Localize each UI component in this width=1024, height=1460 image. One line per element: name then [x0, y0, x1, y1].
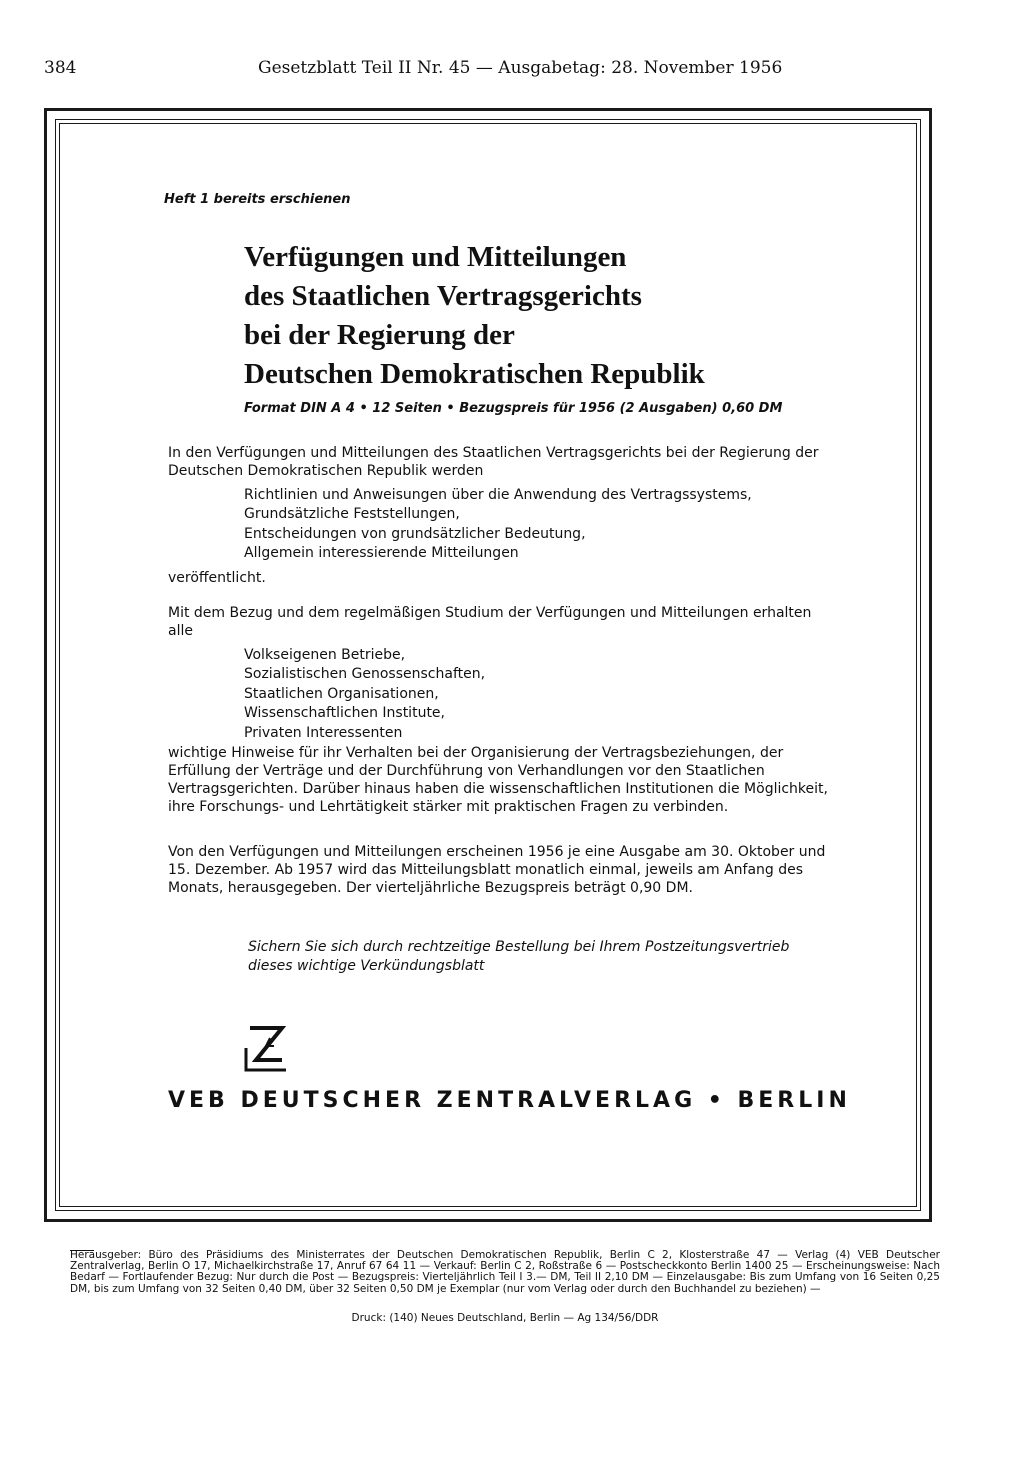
paragraph-benefits: wichtige Hinweise für ihr Verhalten bei der Organisierung der Vertragsbeziehungen, der Erfüllung der Verträge und der Durchführung von Verhandlungen vor den Staatlichen Vertragsgerichten. Darüber hinaus haben die wissenschaftlichen Institutionen die Möglichkeit, ihre Forschungs- und Lehrtätigkeit stärker mit praktischen Fragen zu verbinden. — [168, 745, 828, 815]
publisher-name: VEB DEUTSCHER ZENTRALVERLAG • BERLIN — [168, 1088, 851, 1113]
title-line: Deutschen Demokratischen Republik — [244, 358, 705, 390]
list-item: Sozialistischen Genossenschaften, — [244, 666, 486, 683]
list-item: Richtlinien und Anweisungen über die Anwendung des Vertragssystems, — [244, 487, 752, 503]
list-item: Volkseigenen Betriebe, — [244, 647, 406, 663]
list-item: Wissenschaftlichen Institute, — [244, 705, 445, 722]
order-notice: Sichern Sie sich durch rechtzeitige Bestellung bei Ihrem Postzeitungsvertrieb dieses wichtige Verkündungsblatt — [248, 939, 790, 974]
format-line: Format DIN A 4 • 12 Seiten • Bezugspreis für 1956 (2 Ausgaben) 0,60 DM — [244, 401, 783, 416]
audience-list — [244, 646, 904, 743]
paragraph-published: veröffentlicht. — [168, 570, 266, 586]
list-item: Entscheidungen von grundsätzlicher Bedeutung, — [244, 525, 586, 542]
list-item: Privaten Interessenten — [244, 724, 403, 741]
imprint-text: Herausgeber: Büro des Präsidiums des Ministerrates der Deutschen Demokratischen Republik, Berlin C 2, Klosterstraße 47 — Verlag (4) VEB Deutscher Zentralverlag, Berlin O 17, Michaelkirchstraße 17, Anruf 67 64 11 — Verkauf: Berlin C 2, Roßstraße 6 — Postscheckkonto Berlin 1400 25 — Erscheinungsweise: Nach Bedarf — Fortlaufender Bezug: Nur durch die Post — Bezugspreis: Vierteljährlich Teil I 3.— DM, Teil II 2,10 DM — Einzelausgabe: Bis zum Umfang von 16 Seiten 0,25 DM, bis zum Umfang von 32 Seiten 0,40 DM, über 32 Seiten 0,50 DM je Exemplar (nur vom Verlag oder durch den Buchhandel zu beziehen) — — [70, 1249, 940, 1295]
paragraph-schedule: Von den Verfügungen und Mitteilungen erscheinen 1956 je eine Ausgabe am 30. Oktober und 15. Dezember. Ab 1957 wird das Mitteilungsblatt monatlich einmal, jeweils am Anfang des Monats, herausgegeben. Der vierteljährliche Bezugspreis beträgt 0,90 DM. — [168, 844, 826, 896]
ad-kicker: Heft 1 bereits erschienen — [164, 192, 351, 207]
list-item: Staatlichen Organisationen, — [244, 685, 439, 702]
header-title: Gesetzblatt Teil II Nr. 45 — Ausgabetag: 28. November 1956 — [258, 58, 783, 78]
imprint-print: Druck: (140) Neues Deutschland, Berlin — Ag 134/56/DDR — [351, 1312, 659, 1324]
ad-title — [244, 238, 705, 394]
list-item: Grundsätzliche Feststellungen, — [244, 506, 460, 523]
title-line: Verfügungen und Mitteilungen — [244, 241, 627, 273]
content-list — [244, 486, 904, 564]
title-line: bei der Regierung der — [244, 319, 515, 351]
title-line: des Staatlichen Vertragsgerichts — [244, 280, 642, 312]
publisher-logo-icon — [242, 1024, 290, 1076]
paragraph-intro: In den Verfügungen und Mitteilungen des Staatlichen Vertragsgerichts bei der Regierung der Deutschen Demokratischen Republik werden — [168, 445, 819, 479]
paragraph-subscribers: Mit dem Bezug und dem regelmäßigen Studium der Verfügungen und Mitteilungen erhalten alle — [168, 605, 812, 639]
page-header — [44, 58, 824, 82]
page-number: 384 — [44, 58, 77, 78]
list-item: Allgemein interessierende Mitteilungen — [244, 545, 519, 562]
